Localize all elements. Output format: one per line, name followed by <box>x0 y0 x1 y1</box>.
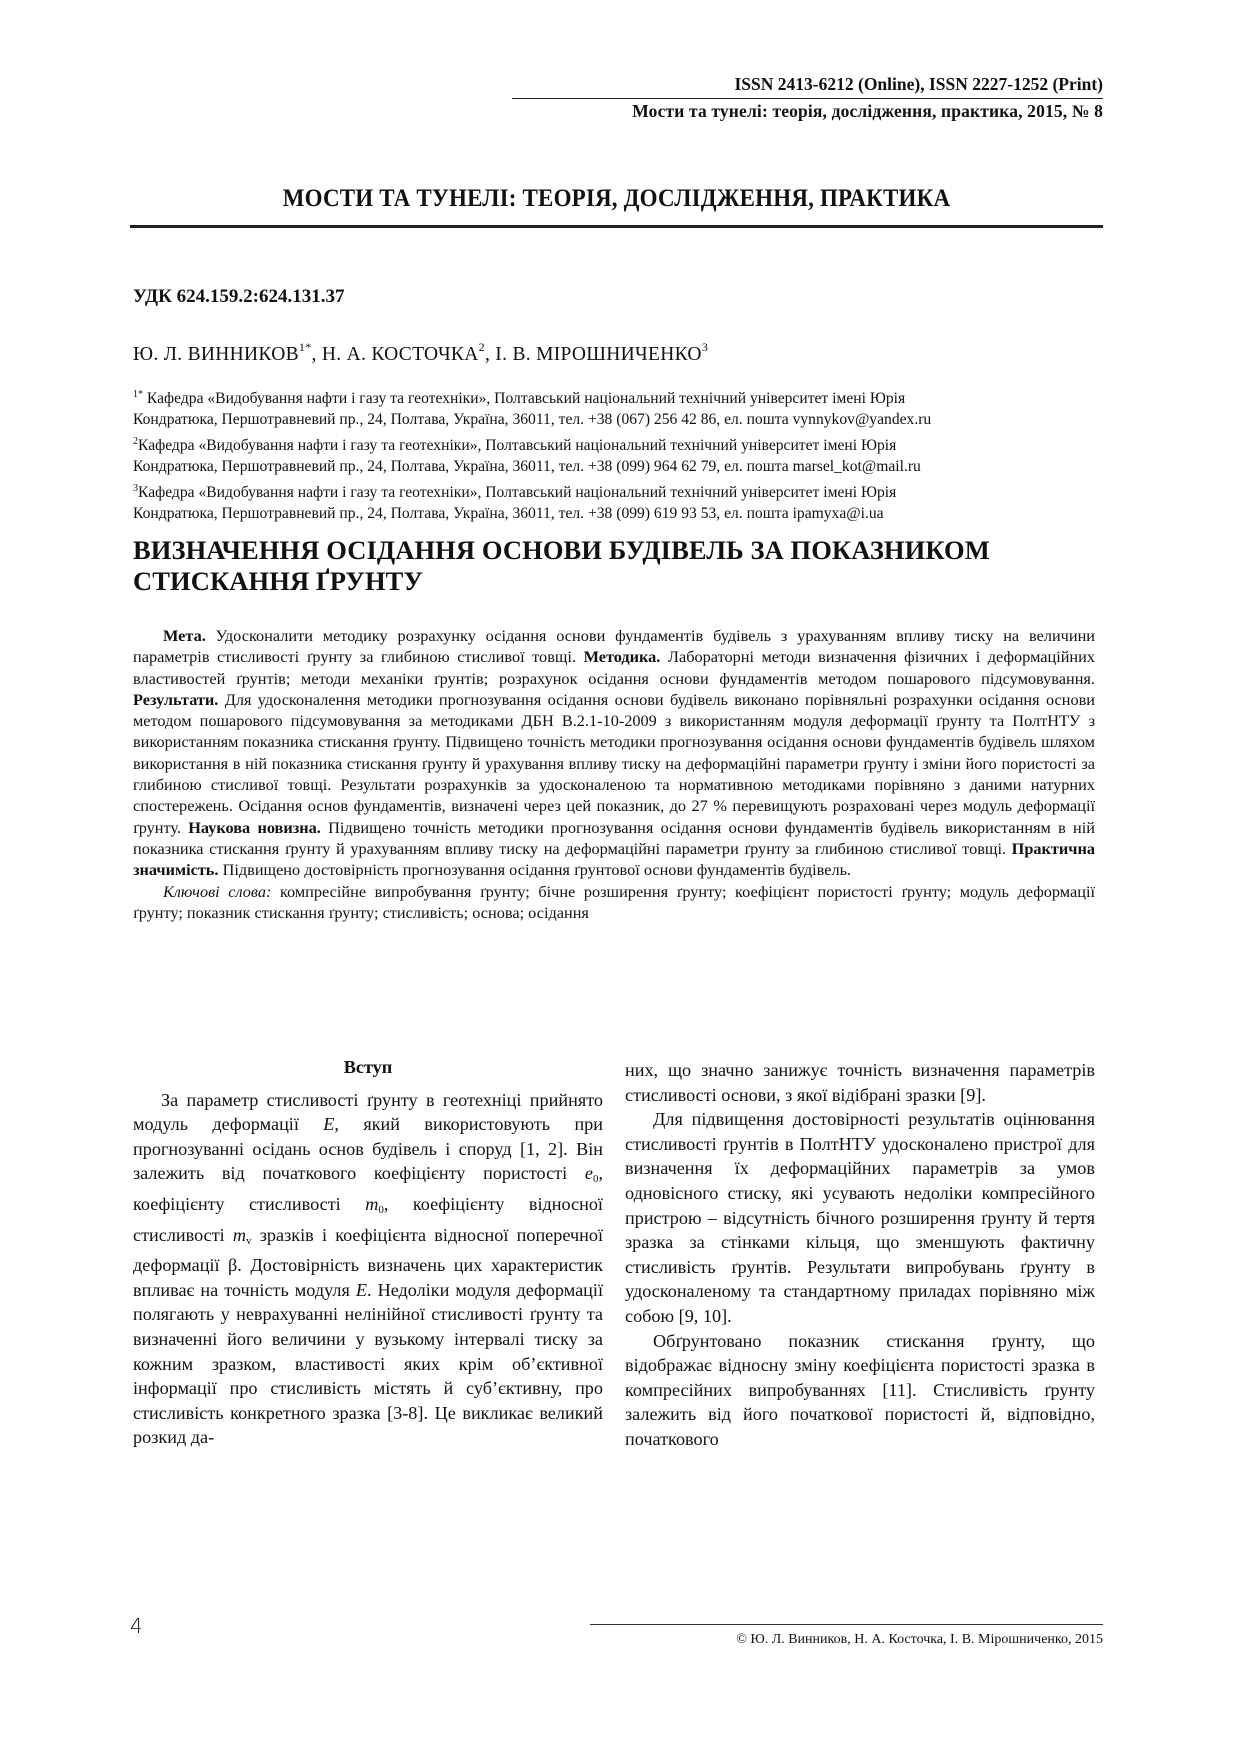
author-mark: 1* <box>298 340 312 354</box>
abstract-body: Мета. Удосконалити методику розрахунку осідання основи фундаментів будівель з урахуванням впливу тиску на величини параметрів стисливості ґрунту за глибиною стисливої товщі. Методика. Лабораторні методи визначення фізичних і деформаційних властивостей ґрунтів; методи механіки ґрунтів; розрахунок осідання основи фундаментів методом пошарового підсумовування. Результати. Для удосконалення методики прогнозування осідання основи будівель виконано порівняльні розрахунки осідання основи методом пошарового підсумовування за методиками ДБН В.2.1-10-2009 з використанням модуля деформації ґрунту та ПолтНТУ з використанням показника стискання ґрунту. Підвищено точність методики прогнозування осідання основи фундаментів будівель шляхом використання в ній показника стискання ґрунту й урахування впливу тиску на деформаційні параметри ґрунту і зміни його пористості за глибиною стисливої товщі. Результати розрахунків за удосконаленою та нормативною методиками порівняно з даними натурних спостережень. Осідання основ фундаментів, визначені через цей показник, до 27 % перевищують розраховані через модуль деформації ґрунту. Наукова новизна. Підвищено точність методики прогнозування осідання основи фундаментів будівель використанням в ній показника стискання ґрунту й урахуванням впливу тиску на деформаційні параметри ґрунту за глибиною стисливої товщі. Практична значимість. Підвищено достовірність прогнозування осідання ґрунтової основи фундаментів будівель. <box>133 626 1096 880</box>
keywords: Ключові слова: компресійне випробування ґрунту; бічне розширення ґрунту; коефіцієнт пористості ґрунту; модуль деформації ґрунту; показник стискання ґрунту; стисливість; основа; осідання <box>133 881 1095 922</box>
intro-paragraph-3: Обґрунтовано показник стискання ґрунту, що відображає відносну зміну коефіцієнта пористості зразка в компресійних випробуваннях [11]. Стисливість ґрунту залежить від його початкової пористості й, відповідно, початкового <box>625 1330 1095 1449</box>
intro-paragraph-1-cont: них, що значно занижує точність визначення параметрів стисливості основи, з якої відібрані зразки [9]. <box>625 1060 1095 1105</box>
author-mark: 2 <box>478 340 485 354</box>
affiliation-3: $^3$Кафедра «Видобування нафти і газу та геотехніки», Полтавський національний технічний університет імені Юрія Кондратюка, Першотравневий пр., 24, Полтава, Україна, 36011, тел. +38 (099) 619 93 53, ел. пошта ipamyxa@i.ua <box>133 482 897 523</box>
affiliation-1: $^{1*}$ Кафедра «Видобування нафти і газу та геотехніки», Полтавський національний технічний університет імені Юрія Кондратюка, Першотравневий пр., 24, Полтава, Україна, 36011, тел. +38 (067) 256 42 86, ел. пошта vynnykov@yandex.ru <box>133 389 932 429</box>
author-name: Н. А. КОСТОЧКА <box>321 344 479 365</box>
results-label: Результати. <box>133 689 219 709</box>
purpose-label: Мета. <box>163 626 206 645</box>
right-column <box>625 1058 1095 1452</box>
novelty-label: Наукова новизна. <box>188 817 321 837</box>
page-number: 4 <box>130 1614 143 1638</box>
left-column <box>133 1055 603 1450</box>
footer-rule <box>590 1624 1103 1625</box>
affiliations <box>133 384 1093 524</box>
intro-paragraph-2: Для підвищення достовірності результатів оцінювання стисливості ґрунтів в ПолтНТУ удосконалено пристрої для визначення їх деформаційних параметрів за умов одновісного стиску, які усувають недоліки компресійного пристрою – відсутність бічного розширення ґрунту й тертя зразка за стінками кільця, що зменшують фактичну стисливість ґрунтів. Результати випробувань ґрунту в удосконаленому та стандартному приладах порівняно між собою [9, 10]. <box>625 1109 1095 1326</box>
author-list: Ю. Л. $ВИННИКОВ^{1*}$, Н. А. КОСТОЧКА$^2$, І. В. МІРОШНИЧЕНКО$^3$ <box>133 340 709 365</box>
keywords-label: Ключові слова: <box>163 881 272 901</box>
journal-title: МОСТИ ТА ТУНЕЛІ: ТЕОРІЯ, ДОСЛІДЖЕННЯ, ПРАКТИКА <box>282 185 951 212</box>
issn-line: ISSN 2413-6212 (Online), ISSN 2227-1252 (Print) <box>734 74 1103 94</box>
copyright-notice: © Ю. Л. Винников, Н. А. Косточка, І. В. Мірошниченко, 2015 <box>736 1632 1103 1647</box>
paper-title: ВИЗНАЧЕННЯ ОСІДАННЯ ОСНОВИ БУДІВЕЛЬ ЗА ПОКАЗНИКОМ СТИСКАННЯ ҐРУНТУ <box>133 535 990 596</box>
header-rule <box>512 98 1103 99</box>
practical-label: Практична значимість. <box>133 838 1095 880</box>
affiliation-2: $^2$Кафедра «Видобування нафти і газу та геотехніки», Полтавський національний технічний університет імені Юрія Кондратюка, Першотравневий пр., 24, Полтава, Україна, 36011, тел. +38 (099) 964 62 79, ел. пошта marsel_kot@mail.ru <box>133 435 921 476</box>
section-heading-intro: Вступ <box>343 1057 393 1077</box>
intro-paragraph-1: За параметр стисливості ґрунту в геотехніці прийнято модуль деформації E, який використовують при прогнозуванні осідань основ будівель і споруд [1, 2]. Він залежить від початкового коефіцієнту пористості $e_0$, коефіцієнту стисливості $m_0$, коефіцієнту відносної стисливості $m_v$ зразків і коефіцієнта відносної поперечної деформації β. Достовірність визначень цих характеристик впливає на точність модуля E. Недоліки модуля деформації полягають у неврахуванні нелінійної стисливості ґрунту та визначенні його величини у вузькому інтервалі тиску за кожним зразком, властивості яких крім об’єктивної інформації про стисливість містять й суб’єктивну, про стисливість конкретного зразка [3-8]. Це викликає великий розкид да- <box>133 1089 603 1448</box>
method-label: Методика. <box>583 647 661 667</box>
udk-code: УДК 624.159.2:624.131.37 <box>133 286 345 307</box>
journal-issue-line: Мости та тунелі: теорія, дослідження, практика, 2015, № 8 <box>632 101 1103 121</box>
journal-title-rule <box>130 225 1103 228</box>
abstract <box>133 625 1095 923</box>
author-name: Ю. Л. ВИННИКОВ <box>133 344 299 365</box>
author-name: І. В. МІРОШНИЧЕНКО <box>495 344 702 365</box>
author-mark: 3 <box>701 340 709 354</box>
